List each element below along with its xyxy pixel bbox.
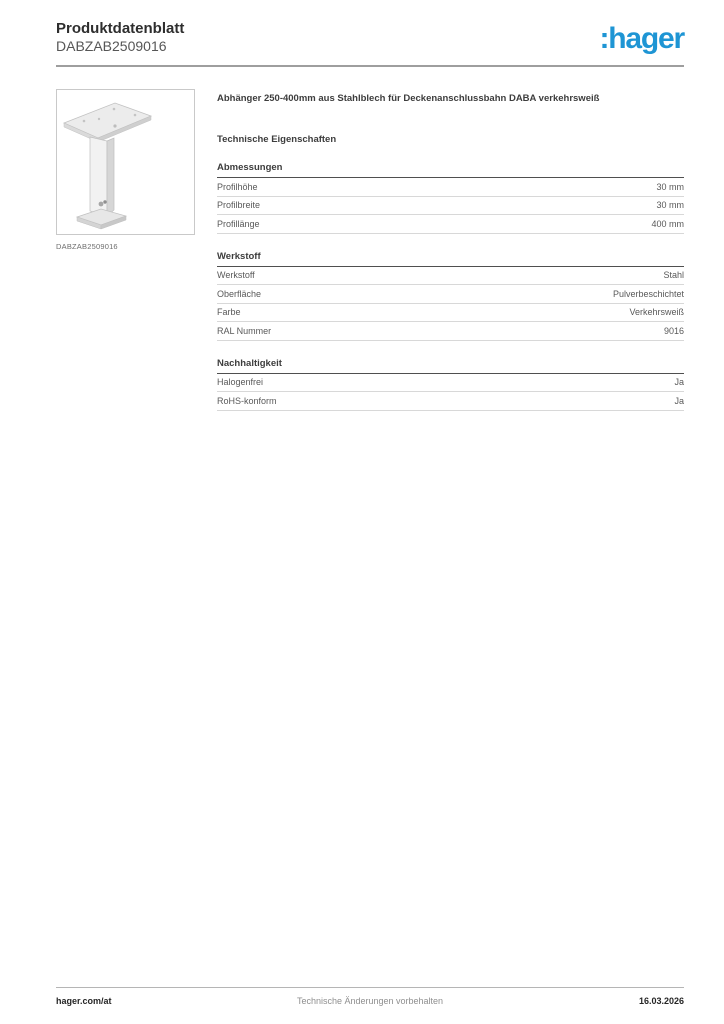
spec-value: Ja [674, 377, 684, 388]
spec-label: Profillänge [217, 218, 260, 229]
section-heading: Werkstoff [217, 251, 684, 267]
footer-website-link[interactable]: hager.com/at [56, 996, 112, 1006]
main-area [56, 89, 684, 411]
footer-disclaimer: Technische Änderungen vorbehalten [296, 996, 444, 1006]
spec-label: Farbe [217, 307, 241, 318]
spec-row [217, 267, 684, 286]
hager-logo: :hager [599, 22, 684, 55]
spec-row [217, 178, 684, 197]
spec-section [217, 162, 684, 234]
product-image-caption: DABZAB2509016 [56, 241, 118, 251]
spec-column [217, 89, 684, 411]
spec-value: 9016 [663, 325, 684, 336]
spec-label: Profilbreite [217, 200, 261, 211]
hanger-bracket-illustration [57, 90, 194, 234]
spec-value: Ja [674, 395, 684, 406]
spec-value: 30 mm [656, 200, 684, 211]
spec-value: Stahl [663, 270, 684, 281]
spec-value: 30 mm [656, 181, 684, 192]
spec-row [217, 392, 684, 411]
page-footer [56, 987, 684, 1006]
spec-row [217, 304, 684, 323]
spec-row [217, 285, 684, 304]
spec-section [217, 251, 684, 341]
spec-label: RAL Nummer [217, 325, 272, 336]
spec-label: Profilhöhe [217, 181, 258, 192]
product-figure [56, 89, 196, 411]
header-titles [56, 20, 184, 56]
footer-date: 16.03.2026 [638, 996, 684, 1006]
spec-value: Verkehrsweiß [629, 307, 684, 318]
spec-row [217, 374, 684, 393]
section-heading: Abmessungen [217, 162, 684, 178]
spec-section [217, 358, 684, 411]
spec-label: Oberfläche [217, 288, 262, 299]
product-reference: DABZAB2509016 [56, 38, 167, 55]
spec-value: 400 mm [651, 218, 684, 229]
page-header [56, 20, 684, 56]
product-description: Abhänger 250-400mm aus Stahlblech für Deckenanschlussbahn DABA verkehrsweiß [217, 92, 600, 104]
spec-row [217, 197, 684, 216]
header-divider [56, 65, 684, 67]
section-heading: Nachhaltigkeit [217, 358, 684, 374]
tech-properties-heading: Technische Eigenschaften [217, 134, 337, 146]
page-title: Produktdatenblatt [56, 20, 185, 37]
spec-sections [217, 162, 684, 411]
spec-row [217, 322, 684, 341]
spec-label: Halogenfrei [217, 377, 264, 388]
spec-label: RoHS-konform [217, 395, 277, 406]
spec-value: Pulverbeschichtet [612, 288, 684, 299]
spec-row [217, 215, 684, 234]
product-image [56, 89, 195, 235]
spec-label: Werkstoff [217, 270, 255, 281]
